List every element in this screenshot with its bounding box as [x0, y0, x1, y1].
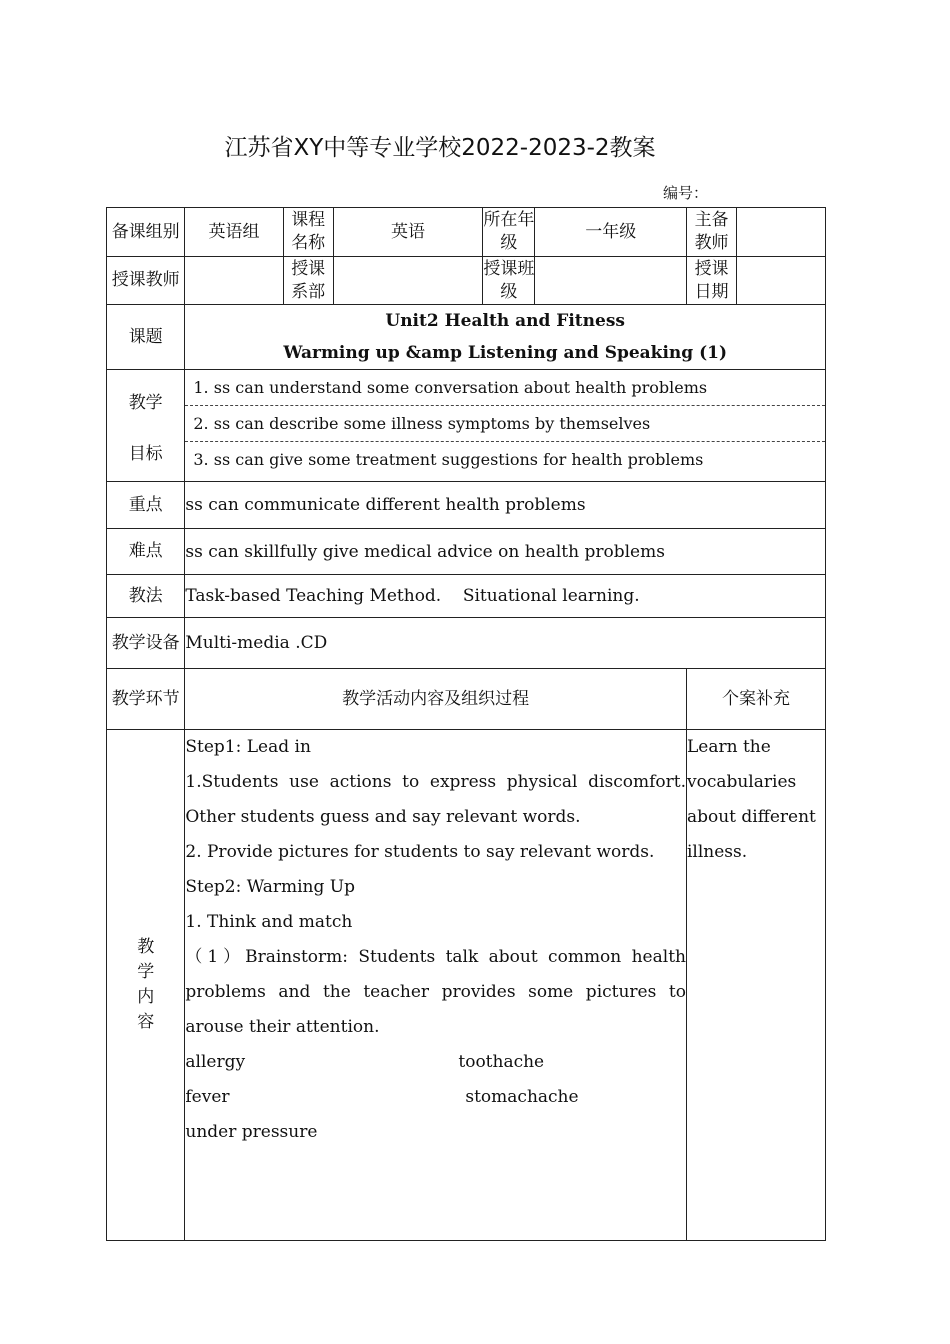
objectives-label [107, 370, 185, 482]
step1-heading: Step1: Lead in [185, 737, 311, 757]
lead-teacher-value [737, 208, 826, 257]
topic-value [185, 305, 826, 370]
date-value [737, 257, 826, 305]
grade-label: 所在年级 [483, 208, 535, 257]
vocab-word: allergy [185, 1052, 246, 1072]
grade-value: 一年级 [535, 208, 687, 257]
difficult-point-value: ss can skillfully give medical advice on health problems [185, 529, 826, 575]
course-name-label: 课程名称 [283, 208, 333, 257]
objectives-label-top: 教学 [128, 392, 163, 413]
prep-group-label: 备课组别 [107, 208, 185, 257]
equipment-row [107, 618, 826, 669]
teacher-label: 授课教师 [107, 257, 185, 305]
side-char: 教 [137, 937, 155, 957]
vocab-word: fever [185, 1087, 230, 1107]
dept-label: 授课系部 [283, 257, 333, 305]
objectives-label-bottom: 目标 [128, 443, 163, 464]
vocab-word: toothache [458, 1052, 545, 1072]
content-side-label [107, 730, 185, 1241]
vocabulary-list [185, 1045, 686, 1150]
stage-label: 教学环节 [107, 669, 185, 730]
equipment-label: 教学设备 [107, 618, 185, 669]
objectives-row [107, 370, 826, 482]
side-char: 容 [137, 1012, 155, 1032]
lead-teacher-label: 主备教师 [686, 208, 736, 257]
lesson-plan-table [106, 207, 826, 1241]
objective-item: 2. ss can describe some illness symptoms by themselves [185, 406, 825, 442]
key-point-value: ss can communicate different health problems [185, 482, 826, 529]
topic-line-2: Warming up &amp Listening and Speaking (1) [283, 343, 728, 363]
page-title: 江苏省XY中等专业学校2022-2023-2教案 [224, 135, 656, 161]
teacher-value [185, 257, 283, 305]
method-label: 教法 [107, 575, 185, 618]
topic-label: 课题 [107, 305, 185, 370]
class-label: 授课班级 [483, 257, 535, 305]
content-row [107, 730, 826, 1241]
objective-item: 3. ss can give some treatment suggestions for health problems [193, 450, 704, 469]
step2-brainstorm: （1）Brainstorm: Students talk about common health problems and the teacher provides some pictures to arouse their attention. [185, 947, 686, 1037]
course-name-value: 英语 [333, 208, 482, 257]
prep-group-value: 英语组 [185, 208, 283, 257]
step2-item-1: 1. Think and match [185, 912, 353, 932]
supplement-content: Learn the vocabularies about different illness. [686, 730, 825, 1241]
objective-item: 1. ss can understand some conversation about health problems [185, 370, 825, 406]
process-header-row [107, 669, 826, 730]
dept-value [333, 257, 482, 305]
supplement-label: 个案补充 [686, 669, 825, 730]
date-label: 授课日期 [686, 257, 736, 305]
key-point-row [107, 482, 826, 529]
step2-heading: Step2: Warming Up [185, 877, 356, 897]
side-char: 内 [137, 987, 155, 1007]
objectives-list [185, 370, 826, 482]
vocab-word: stomachache [465, 1087, 579, 1107]
equipment-value: Multi-media .CD [185, 618, 826, 669]
code-label: 编号： [663, 184, 709, 202]
info-row-1 [107, 208, 826, 257]
vocab-word: under pressure [185, 1122, 318, 1142]
info-row-2 [107, 257, 826, 305]
step1-item-2: 2. Provide pictures for students to say relevant words. [185, 842, 655, 862]
key-point-label: 重点 [107, 482, 185, 529]
activity-label: 教学活动内容及组织过程 [185, 669, 687, 730]
method-value: Task-based Teaching Method. Situational learning. [185, 575, 826, 618]
class-value [535, 257, 687, 305]
difficult-point-label: 难点 [107, 529, 185, 575]
topic-line-1: Unit2 Health and Fitness [385, 311, 625, 331]
difficult-point-row [107, 529, 826, 575]
activity-content [185, 730, 687, 1241]
method-row [107, 575, 826, 618]
step1-item-1: 1.Students use actions to express physical discomfort. Other students guess and say relevant words. [185, 772, 686, 827]
side-char: 学 [137, 962, 155, 982]
topic-row [107, 305, 826, 370]
